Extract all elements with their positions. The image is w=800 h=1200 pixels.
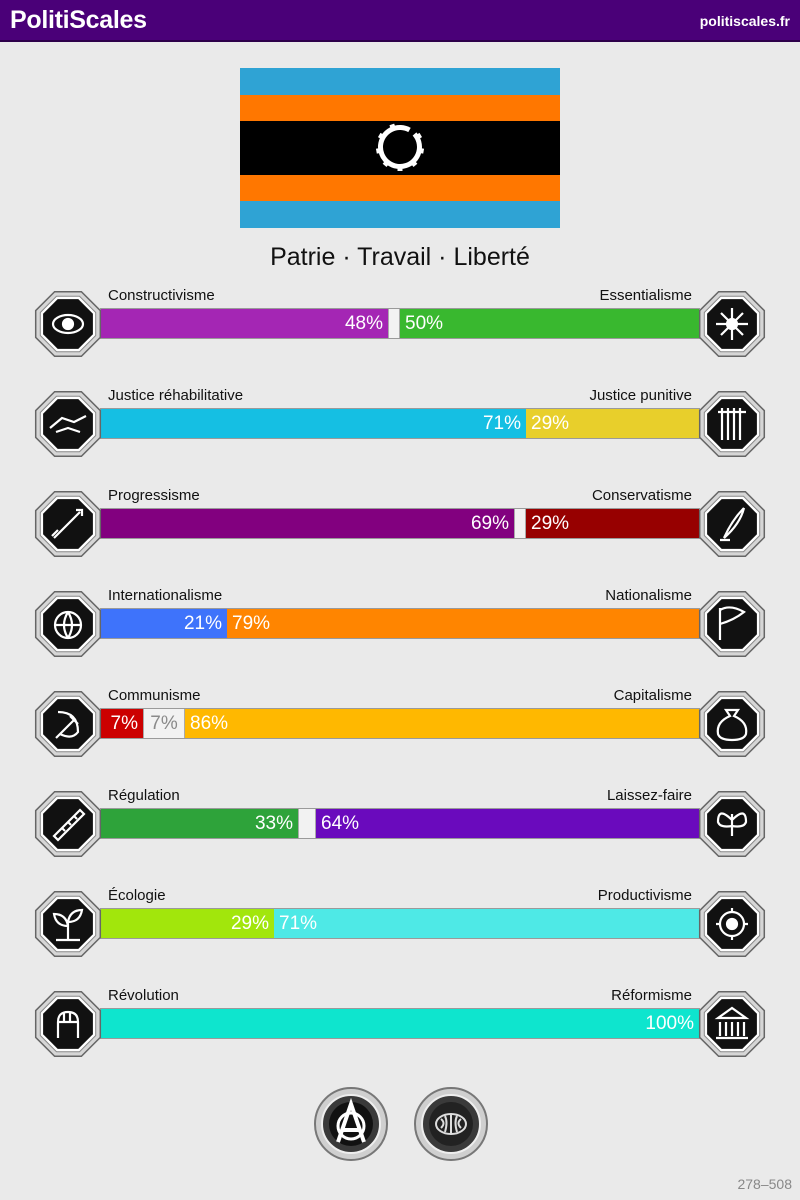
right-axis-icon <box>696 688 768 760</box>
result-code: 278–508 <box>737 1176 792 1192</box>
axis-bar <box>100 708 700 739</box>
neutral-segment <box>388 309 400 338</box>
axis-progressisme-conservatisme <box>0 480 800 560</box>
flag-stripe-top <box>240 68 560 95</box>
axis-internationalisme-nationalisme <box>0 580 800 660</box>
axis-bar <box>100 508 700 539</box>
neutral-segment: 7% <box>143 709 185 738</box>
axis-constructivisme-essentialisme <box>0 280 800 360</box>
axis-left-label: Justice réhabilitative <box>108 387 244 404</box>
axis-bar <box>100 608 700 639</box>
axis-right-label: Conservatisme <box>591 487 692 504</box>
left-segment: 100% <box>101 1009 699 1038</box>
brand-title[interactable]: PolitiScales <box>10 6 147 34</box>
neutral-segment <box>298 809 316 838</box>
neutral-segment <box>514 509 526 538</box>
left-segment: 7% <box>101 709 143 738</box>
axis-bar <box>100 308 700 339</box>
left-segment: 48% <box>101 309 388 338</box>
left-axis-icon <box>32 488 104 560</box>
left-axis-icon <box>32 988 104 1060</box>
axis-right-label: Nationalisme <box>605 587 692 604</box>
axis-right-label: Laissez-faire <box>606 787 692 804</box>
flag-stripe-upper-orange <box>240 95 560 121</box>
axis-left-label: Constructivisme <box>108 287 215 304</box>
right-segment: 29% <box>526 509 699 538</box>
axis-left-label: Internationalisme <box>108 587 223 604</box>
left-segment: 29% <box>101 909 274 938</box>
badges-row <box>0 1086 800 1162</box>
axis-right-label: Capitalisme <box>613 687 692 704</box>
left-segment: 33% <box>101 809 298 838</box>
axis-ecologie-productivisme <box>0 880 800 960</box>
axis-right-label: Réformisme <box>611 987 692 1004</box>
app-header <box>0 0 800 42</box>
right-segment: 86% <box>185 709 699 738</box>
axis-bar <box>100 908 700 939</box>
right-axis-icon <box>696 588 768 660</box>
right-axis-icon <box>696 388 768 460</box>
axis-revolution-reformisme <box>0 980 800 1060</box>
right-axis-icon <box>696 288 768 360</box>
right-segment: 64% <box>316 809 699 838</box>
axis-justice-rehabilitative-justice-punitive <box>0 380 800 460</box>
axis-left-label: Révolution <box>108 987 179 1004</box>
axis-left-label: Communisme <box>108 687 201 704</box>
right-segment: 79% <box>227 609 699 638</box>
left-axis-icon <box>32 388 104 460</box>
axis-regulation-laissez-faire <box>0 780 800 860</box>
axis-communisme-capitalisme <box>0 680 800 760</box>
flag-stripe-lower-orange <box>240 175 560 201</box>
axis-bar <box>100 1008 700 1039</box>
flag-slogan: Patrie · Travail · Liberté <box>270 243 530 271</box>
left-axis-icon <box>32 288 104 360</box>
right-segment: 29% <box>526 409 699 438</box>
pragmatism-badge[interactable] <box>413 1086 489 1162</box>
left-axis-icon <box>32 588 104 660</box>
left-axis-icon <box>32 688 104 760</box>
left-axis-icon <box>32 888 104 960</box>
axis-bar <box>100 408 700 439</box>
flag-stripe-bottom <box>240 201 560 228</box>
right-segment: 71% <box>274 909 699 938</box>
result-flag <box>240 68 560 228</box>
axis-left-label: Écologie <box>108 887 166 904</box>
right-axis-icon <box>696 888 768 960</box>
left-segment: 21% <box>101 609 227 638</box>
right-segment: 50% <box>400 309 699 338</box>
site-link[interactable]: politiscales.fr <box>699 13 790 29</box>
left-segment: 69% <box>101 509 514 538</box>
axis-left-label: Progressisme <box>108 487 200 504</box>
axis-right-label: Justice punitive <box>589 387 692 404</box>
right-axis-icon <box>696 988 768 1060</box>
axis-right-label: Essentialisme <box>599 287 692 304</box>
right-axis-icon <box>696 488 768 560</box>
right-axis-icon <box>696 788 768 860</box>
anarchism-badge[interactable] <box>313 1086 389 1162</box>
left-axis-icon <box>32 788 104 860</box>
axis-bar <box>100 808 700 839</box>
axis-left-label: Régulation <box>108 787 180 804</box>
axis-right-label: Productivisme <box>597 887 692 904</box>
left-segment: 71% <box>101 409 526 438</box>
